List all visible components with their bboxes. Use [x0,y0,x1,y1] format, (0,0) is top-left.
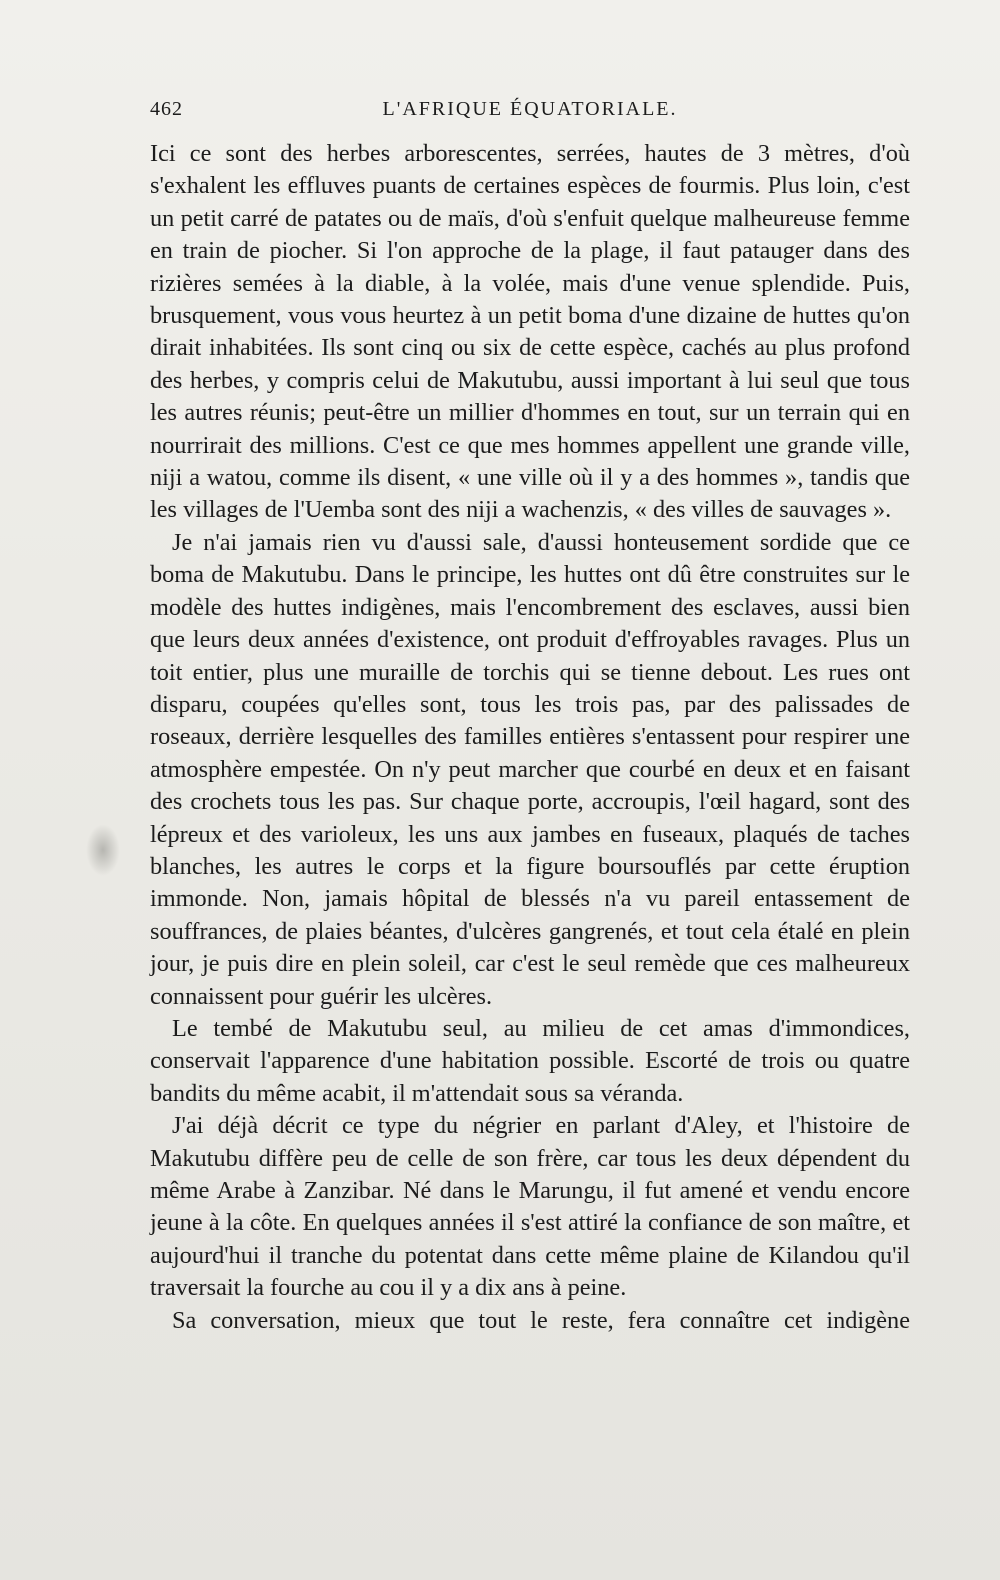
paragraph-3: Le tembé de Makutubu seul, au milieu de cet amas d'immondices, conservait l'apparence d'une habitation possible. Escorté de trois ou quatre bandits du même acabit, il m'attendait sous sa véranda. [150,1014,910,1107]
page-number: 462 [150,98,183,120]
running-title: L'AFRIQUE ÉQUATORIALE. [382,98,678,120]
paragraph-4: J'ai déjà décrit ce type du négrier en parlant d'Aley, et l'histoire de Makutubu diffère peu de celle de son frère, car tous les deux dépendent du même Arabe à Zanzibar. Né dans le Marungu, il fut amené et vendu encore jeune à la côte. En quelques années il s'est attiré la confiance de son maître, et aujourd'hui il tranche du potentat dans cette même plaine de Kilandou qu'il traversait la fourche au cou il y a dix ans à peine. [150,1112,910,1302]
body-text [150,138,910,1337]
running-head [150,98,910,128]
paragraph-2: Je n'ai jamais rien vu d'aussi sale, d'aussi honteusement sordide que ce boma de Makutubu. Dans le principe, les huttes ont dû être construites sur le modèle des huttes indigènes, mais l'encombrement des esclaves, aussi bien que leurs deux années d'existence, ont produit d'effroyables ravages. Plus un toit entier, plus une muraille de torchis qui se tienne debout. Les rues ont disparu, coupées qu'elles sont, tous les trois pas, par des palissades de roseaux, derrière lesquelles des familles entières s'entassent pour respirer une atmosphère empestée. On n'y peut marcher que courbé en deux et en faisant des crochets tous les pas. Sur chaque porte, accroupis, l'œil hagard, sont des lépreux et des varioleux, les uns aux jambes en fuseaux, plaqués de taches blanches, les autres le corps et la figure boursouflés par cette éruption immonde. Non, jamais hôpital de blessés n'a vu pareil entassement de souffrances, de plaies béantes, d'ulcères gangrenés, et tout cela étalé en plein jour, je puis dire en plein soleil, car c'est le seul remède que ces malheureux connaissent pour guérir les ulcères. [150,528,910,1010]
ink-smudge [86,824,120,876]
paragraph-5: Sa conversation, mieux que tout le reste, fera connaître cet indigène [172,1306,910,1334]
paragraph-1: Ici ce sont des herbes arborescentes, serrées, hautes de 3 mètres, d'où s'exhalent les effluves puants de certaines espèces de fourmis. Plus loin, c'est un petit carré de patates ou de maïs, d'où s'enfuit quelque malheureuse femme en train de piocher. Si l'on approche de la plage, il faut patauger dans des rizières semées à la diable, à la volée, mais d'une venue splendide. Puis, brusquement, vous vous heurtez à un petit boma d'une dizaine de huttes qu'on dirait inhabitées. Ils sont cinq ou six de cette espèce, cachés au plus profond des herbes, y compris celui de Makutubu, aussi important à lui seul que tous les autres réunis; peut-être un millier d'hommes en tout, sur un terrain qui en nourrirait des millions. C'est ce que mes hommes appellent une grande ville, niji a watou, comme ils disent, « une ville où il y a des hommes », tandis que les villages de l'Uemba sont des niji a wachenzis, « des villes de sauvages ». [150,140,910,524]
